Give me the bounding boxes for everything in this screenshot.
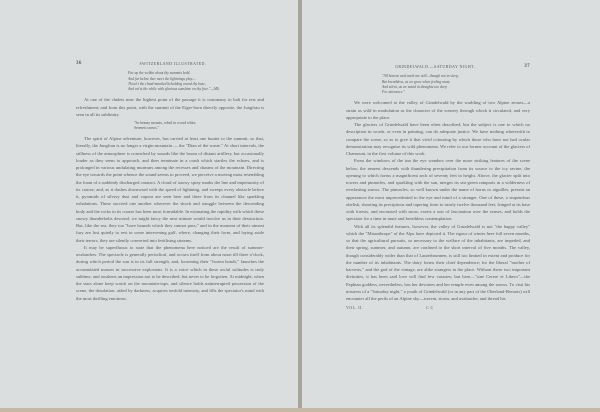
- left-header: [76, 60, 264, 67]
- poem-line: Far up the welkin about thy summits bold,: [128, 71, 191, 76]
- signature-mark: C C: [426, 305, 434, 311]
- left-page: [0, 0, 298, 408]
- page-edge: [0, 408, 600, 412]
- volume-signature: VOL. II.: [346, 305, 364, 311]
- left-text-column: [76, 60, 264, 302]
- right-page: [302, 0, 600, 408]
- quote: [134, 121, 264, 131]
- poem-line: And far below thee meet the lightnings play—: [128, 76, 196, 81]
- quote-line: "So beauty mounts, robed in crowd white,: [134, 121, 197, 126]
- paragraph: From the windows of the inn the eye wanders over the more striking features of the scene below, the nearest descends with thundering precipitation from its source to the icy ravine, the opening to which forms a magnificent arch of seventy feet in height. Above, the glacier split into towers and pinnacles, and sparkling with the sun, merges its sea-green ramparts in a wilderness of everlasting snows. The pinnacles, so well known under the name of horns or aiguilles, present an appearance the most unprecedented to the eye and mind of a stranger. One of these, a stupendous obelisk, shooting its precipitous and tapering form to nearly twelve thousand feet, fringed at its base with forests, and encrusted with snow, exerts a sort of fascination over the senses, and holds the spectator for a time in mute and breathless contemplation.: [346, 158, 530, 222]
- poem-excerpt: [382, 74, 530, 95]
- paragraph: The spirit of Alpine adventure, however, has carried at least one hunter to the summit, so that, literally, the Jungfrau is no longer a virgin mountain — the "Dian of the waste." At short intervals, the stillness of the atmosphere is convulsed by sounds like the boom of distant artillery, but occasionally louder as they seem to approach, and then terminate in a crash which startles the echoes, and is prolonged in various undulating murmurs among the recesses and chasms of the mountain. Directing the eye towards the point whence the sound seems to proceed, we perceive a moving mass resembling the foam of a suddenly discharged cataract. A cloud of snowy spray marks the line and impetuosity of its course, and, as it dashes downward with the speed of lightning, and sweeps every obstacle before it, pyramids of silvery dust and vapour are seen here and there from its channel like sparkling exhalations. These succeed one another wherever the shock and struggle between the descending body and the rocks in its course has been most formidable. In estimating the rapidity with which these snowy thunderbolts descend, we might fancy the next minute would involve us in their destruction. But, like the sea, they too "have bounds which they cannot pass;" and in the moment of their utmost fury are lost quietly to rest in some intervening gulf, where, changing their form, and laying aside their terrors, they are silently converted into fertilising streams.: [76, 136, 264, 243]
- poem-line: And silent, as we stand in thoughts too deep: [382, 84, 447, 89]
- poem-line: "All heaven and earth are still—though not in sleep,: [382, 74, 459, 79]
- poem-excerpt: [128, 71, 264, 92]
- running-head: GRINDELWALD.—SATURDAY NIGHT.: [395, 64, 476, 69]
- page-number: 37: [524, 64, 530, 69]
- page-number: 36: [76, 61, 82, 66]
- page-footer: [346, 304, 530, 311]
- paragraph: With all its splendid features, however, the valley of Grindelwald is not "the happy valley" which the "Misanthrope" of the Alps have depicted it. The rigour of winter here full seven months, so that the agricultural pursuits, so necessary to the welfare of the inhabitants, are impeded, and their spring, summer, and autumn, are confined to the short interval of five months. The valley, though considerably wider than that of Lauterbrunnen, is still too limited in extent and produce for the number of its inhabitants. The dairy forms their chief dependence; for the liberal "mother of harvests," and the god of the vintage, are alike strangers in the place. Without these two important divinities, it has been said love will find few votaries; but here—"sine Cerere et Libero"—the Paphian goddess, nevertheless, has her devotees and her temple even among the snows. To visit his mistress of a "Saturday night," a youth of Grindelwald (or in any part of the Oberland-Bernois) will encounter all the perils of an Alpine sky—torrent, storm, and avalanche; and thread his: [346, 223, 530, 302]
- right-text-column: [346, 63, 530, 312]
- paragraph: The glaciers of Grindelwald have been often described; but the subject is one to which no description in words, or even in painting, can do adequate justice. We have nothing wherewith to compare the scene, so as to give it that vivid colouring by which those who have not had ocular demonstration may recognise its wild phenomena. We refer to our former account of the glaciers of Chamouni, in the first volume of this work.: [346, 122, 530, 157]
- quote-line: Serenest snows.": [134, 126, 160, 131]
- poem-line: Thou'rt the cloud-mantled beholding round thy base,: [128, 81, 206, 86]
- poem-line: For utterance.": [382, 90, 405, 95]
- paragraph: It may be superfluous to state that the phenomena here noticed are the result of summer-avalanches. The spectacle is generally periodical, and occurs itself from about noon till three o'clock, during which period the sun is in its full strength, and, loosening their "frozen bonds," launches the accumulated masses in successive explosions. It is a voice which in these awful solitudes is truly sublime, and awakens an impression not to be described, but never to be forgotten. At midnight, when the stars alone keep watch on the mountain-tops, and silence holds uninterrupted possession of the scene, the desolation, aided by darkness, acquires tenfold intensity, and fills the spectator's mind with the most thrilling emotions.: [76, 244, 264, 301]
- poem-line: But breathless, as we grow when feeling most;: [382, 79, 451, 84]
- poem-line: And art'st the while with glorious sunshine on thy face."—MS.: [128, 87, 220, 92]
- paragraph: At one of the chalets near the highest point of the passage it is customary to halt for rest and refreshment; and from this point, with the summit of the Eiger-horn directly opposite, the Jungfrau is seen in all its sublimity.: [76, 97, 264, 117]
- running-head: SWITZERLAND ILLUSTRATED.: [139, 61, 207, 66]
- paragraph: We were welcomed to the valley of Grindelwald by the warbling of two Alpine zeuses—a strain as wild in modulation as the character of the scenery through which it circulated, and very appropriate to the place.: [346, 100, 530, 120]
- right-header: [346, 63, 530, 70]
